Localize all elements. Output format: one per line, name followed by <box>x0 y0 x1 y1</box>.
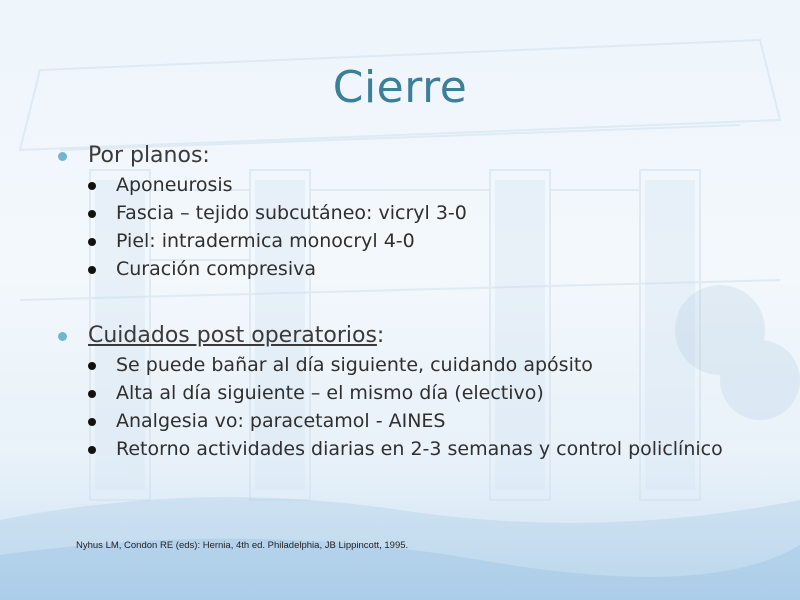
level1-bullet-icon <box>58 332 67 341</box>
list-item <box>58 202 738 224</box>
section-heading-suffix: : <box>376 323 385 348</box>
level2-bullet-icon <box>88 418 96 426</box>
section-heading-text: Cuidados post operatorios <box>88 323 377 348</box>
list-item <box>58 382 738 404</box>
section-heading-text: Por planos: <box>88 143 210 168</box>
list-item-text: Piel: intradermica monocryl 4-0 <box>116 230 415 252</box>
list-item <box>58 410 738 432</box>
list-item-text: Analgesia vo: paracetamol - AINES <box>116 410 446 432</box>
list-item-text: Alta al día siguiente – el mismo día (electivo) <box>116 382 544 404</box>
level2-bullet-icon <box>88 390 96 398</box>
list-item <box>58 174 738 196</box>
list-item-text: Aponeurosis <box>116 174 233 196</box>
list-item-text: Fascia – tejido subcutáneo: vicryl 3-0 <box>116 202 467 224</box>
list-item <box>58 230 738 252</box>
level2-bullet-icon <box>88 238 96 246</box>
level1-bullet-icon <box>58 152 67 161</box>
list-item <box>58 438 738 460</box>
slide-content <box>58 142 738 466</box>
level2-bullet-icon <box>88 446 96 454</box>
list-item <box>58 258 738 280</box>
list-item-text: Se puede bañar al día siguiente, cuidando apósito <box>116 354 593 376</box>
citation: Nyhus LM, Condon RE (eds): Hernia, 4th ed. Philadelphia, JB Lippincott, 1995. <box>76 540 409 551</box>
section-spacer <box>58 286 738 322</box>
slide-title: Cierre <box>332 62 468 113</box>
section-heading-planos <box>58 142 738 170</box>
level2-bullet-icon <box>88 362 96 370</box>
list-item-text: Curación compresiva <box>116 258 316 280</box>
section-heading-cuidados <box>58 322 738 350</box>
list-item-text: Retorno actividades diarias en 2-3 semanas y control policlínico <box>116 438 723 460</box>
list-item <box>58 354 738 376</box>
level2-bullet-icon <box>88 182 96 190</box>
level2-bullet-icon <box>88 266 96 274</box>
level2-bullet-icon <box>88 210 96 218</box>
